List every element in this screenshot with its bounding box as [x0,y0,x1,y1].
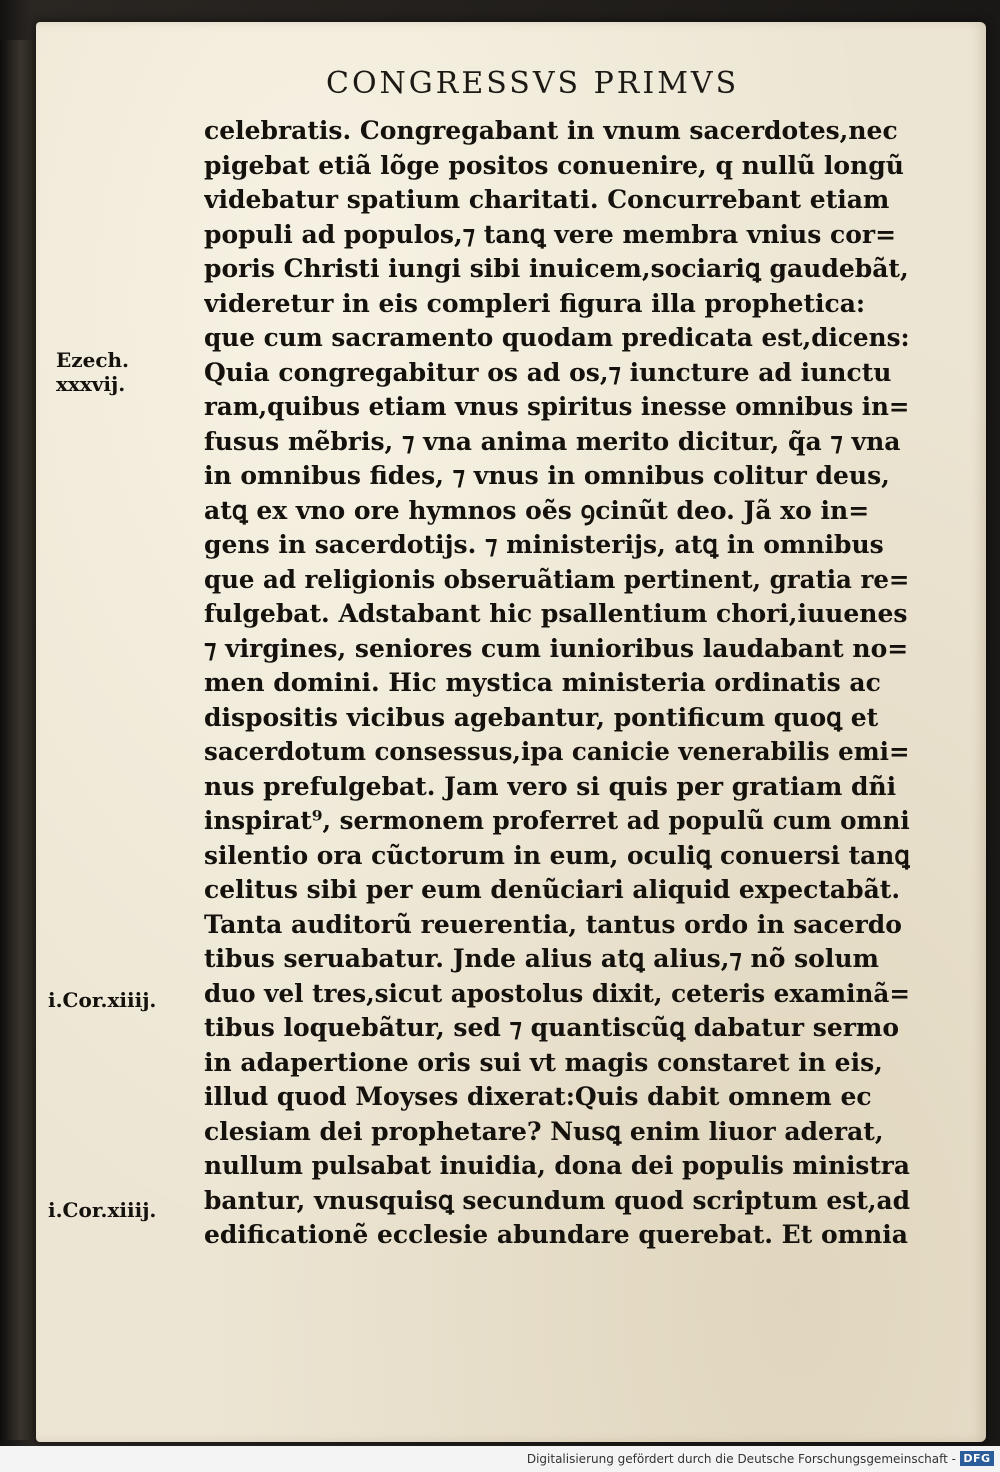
text-line: celitus sibi per eum denũciari aliquid expectabãt. [204,875,901,904]
dfg-logo: DFG [960,1451,994,1466]
main-text-block [204,114,914,1253]
text-line: populi ad populos,⁊ tanꝗ vere membra vnius cor= [204,219,897,249]
text-line: ⁊ virgines, seniores cum iunioribus laudabant no= [204,633,909,663]
text-line: tibus seruabatur. Jnde alius atꝗ alius,⁊ nõ solum [204,944,879,973]
text-line: tibus loquebãtur, sed ⁊ quantiscũꝗ dabatur sermo [204,1013,900,1042]
text-line: que cum sacramento quodam predicata est,dicens: [204,323,910,352]
text-line: ram,quibus etiam vnus spiritus inesse omnibus in= [204,392,910,421]
marginal-note-line: Ezech. [56,348,130,372]
text-line: duo vel tres,sicut apostolus dixit, ceteris examinã= [204,978,910,1008]
text-line: nullum pulsabat inuidia, dona dei populis ministra [204,1151,910,1180]
text-line: sacerdotum consessus,ipa canicie venerabilis emi= [204,737,910,766]
text-line: silentio ora cũctorum in eum, oculiꝗ conuersi tanꝗ [204,840,911,870]
book-page [36,22,986,1442]
text-line: Tanta auditorũ reuerentia, tantus ordo in sacerdo [204,909,902,939]
text-line: bantur, vnusquisꝗ secundum quod scriptum est,ad [204,1185,910,1215]
text-line: fulgebat. Adstabant hic psallentium chori,iuuenes [204,599,908,628]
text-line: celebratis. Congregabant in vnum sacerdotes,nec [204,116,898,145]
text-line: Quia congregabitur os ad os,⁊ iuncture ad iunctu [204,357,892,387]
text-line: illud quod Moyses dixerat:Quis dabit omnem ec [204,1082,872,1111]
text-line: fusus mẽbris, ⁊ vna anima merito dicitur, q̃a ⁊ vna [204,426,901,456]
text-line: poris Christi iungi sibi inuicem,sociariꝗ gaudebãt, [204,254,909,283]
running-head: CONGRESSVS PRIMVS [326,66,740,101]
text-line: edificationẽ ecclesie abundare querebat. Et omnia [204,1220,908,1249]
funding-credit: Digitalisierung gefördert durch die Deutsche Forschungsgemeinschaft - [526,1452,956,1466]
text-line: men domini. Hic mystica ministeria ordinatis ac [204,668,881,697]
text-line: pigebat etiã lõge positos conuenire, q nullũ longũ [204,150,904,180]
text-line: videbatur spatium charitati. Concurrebant etiam [204,185,890,214]
footer-bar [0,1446,1000,1472]
text-line: que ad religionis obseruãtiam pertinent, gratia re= [204,564,910,594]
marginal-note-ezech [56,348,129,396]
marginal-note-cor-1: i.Cor.xiiij. [48,988,157,1012]
text-line: atꝗ ex vno ore hymnos oẽs ꝯcinũt deo. Jã xo in= [204,495,870,525]
marginal-note-cor-2: i.Cor.xiiij. [48,1198,157,1222]
text-line: in adapertione oris sui vt magis constaret in eis, [204,1047,883,1077]
adjacent-page-edge [0,40,34,1440]
text-line: in omnibus fides, ⁊ vnus in omnibus colitur deus, [204,461,890,490]
text-line: videretur in eis compleri figura illa prophetica: [204,288,866,318]
text-line: nus prefulgebat. Jam vero si quis per gratiam dñi [204,771,897,801]
text-line: dispositis vicibus agebantur, pontificum quoꝗ et [204,702,879,732]
text-line: inspirat⁹, sermonem proferret ad populũ cum omni [204,806,910,835]
text-line: gens in sacerdotijs. ⁊ ministerijs, atꝗ in omnibus [204,530,884,559]
marginal-note-line: xxxvij. [56,372,126,396]
text-line: clesiam dei prophetare? Nusꝗ enim liuor aderat, [204,1116,884,1146]
